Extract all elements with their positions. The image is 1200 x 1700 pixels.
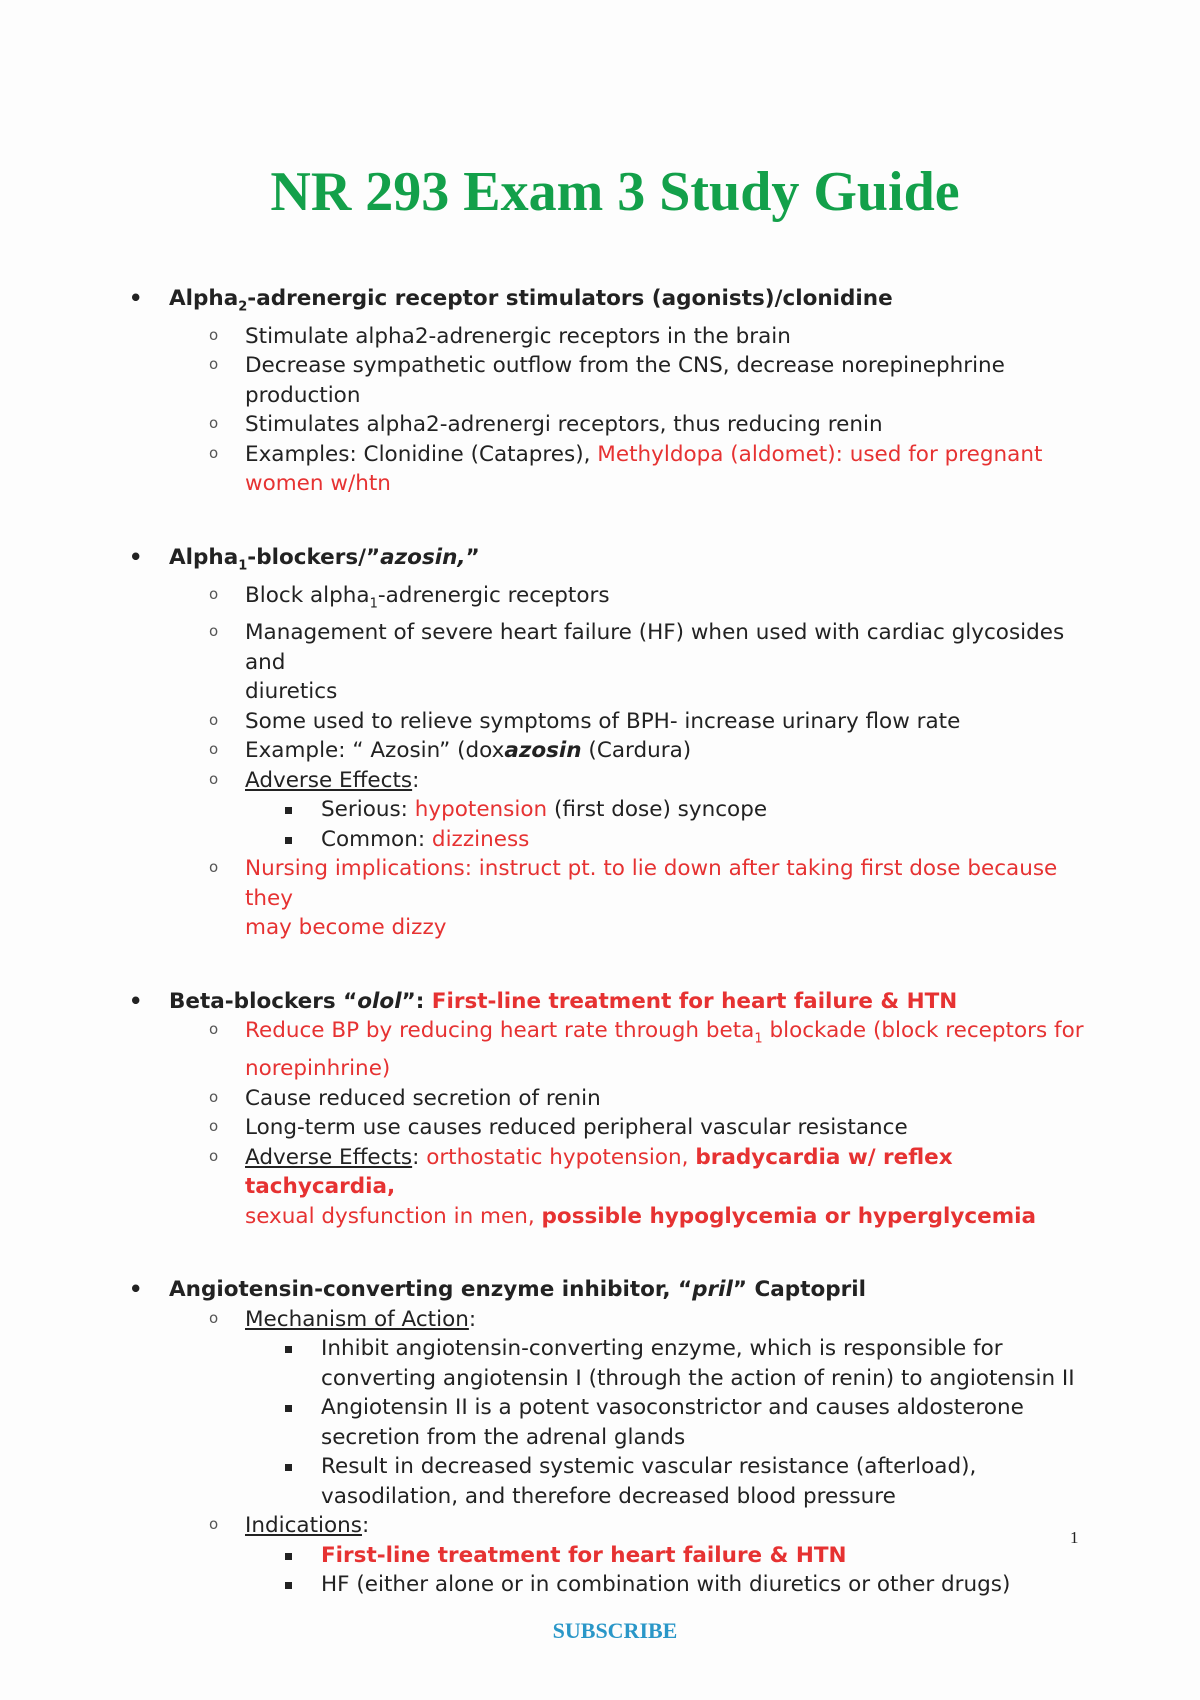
list-item-continuation: diuretics <box>245 679 338 705</box>
list-item-continuation: sexual dysfunction in men, possible hypoglycemia or hyperglycemia <box>245 1203 1036 1229</box>
mechanism-of-action-label: o Mechanism of Action: <box>125 1305 1085 1335</box>
list-item: o Long-term use causes reduced peripheral vascular resistance <box>125 1113 1085 1143</box>
section-heading-ace-inhibitors: • Angiotensin-converting enzyme inhibitor, “pril” Captopril <box>125 1275 1085 1305</box>
list-item: o Cause reduced secretion of renin <box>125 1084 1085 1114</box>
sub-list-item-continuation: converting angiotensin I (through the action of renin) to angiotensin II <box>321 1365 1075 1391</box>
list-item: o Stimulates alpha2-adrenergi receptors, thus reducing renin <box>125 410 1085 440</box>
sub-list-item-common: Common: dizziness <box>125 825 1085 855</box>
sub-list-item: HF (either alone or in combination with diuretics or other drugs) <box>125 1570 1085 1600</box>
adverse-effects-label: o Adverse Effects: <box>125 766 1085 796</box>
section-heading-beta-blockers: • Beta-blockers “olol”: First-line treatment for heart failure & HTN <box>125 987 1085 1017</box>
sub-list-item-continuation: secretion from the adrenal glands <box>321 1424 686 1450</box>
sub-list-item-continuation: vasodilation, and therefore decreased blood pressure <box>321 1483 896 1509</box>
list-item: o Decrease sympathetic outflow from the CNS, decrease norepinephrine <box>125 351 1085 381</box>
sub-list-item-serious: Serious: hypotension (first dose) syncope <box>125 795 1085 825</box>
list-item-continuation: norepinhrine) <box>245 1056 391 1082</box>
sub-list-item: Inhibit angiotensin-converting enzyme, which is responsible for <box>125 1334 1085 1364</box>
list-item: o Block alpha$_1$-adrenergic receptors <box>125 581 1085 619</box>
section-heading-alpha2-agonists: • Alpha$_2$-adrenergic receptor stimulators (agonists)/clonidine <box>125 284 1085 322</box>
list-item: o Some used to relieve symptoms of BPH- increase urinary flow rate <box>125 707 1085 737</box>
sub-list-item: First-line treatment for heart failure & HTN <box>125 1541 1085 1571</box>
sub-list-item: Angiotensin II is a potent vasoconstrictor and causes aldosterone <box>125 1393 1085 1423</box>
section-heading-alpha1-blockers: • Alpha$_1$-blockers/”azosin,” <box>125 543 1085 581</box>
list-item-continuation: production <box>245 382 361 408</box>
list-item-adverse-effects: o Adverse Effects: orthostatic hypotension, bradycardia w/ reflex tachycardia, <box>125 1143 1085 1202</box>
page-number: 1 <box>1070 1528 1079 1547</box>
list-item-examples: o Examples: Clonidine (Catapres), Methyldopa (aldomet): used for pregnant <box>125 440 1085 470</box>
list-item-example: o Example: “ Azosin” (doxazosin (Cardura) <box>125 736 1085 766</box>
indications-label: o Indications: <box>125 1511 1085 1541</box>
list-item-continuation: may become dizzy <box>245 915 447 941</box>
page-title: NR 293 Exam 3 Study Guide <box>270 161 960 223</box>
list-item-continuation: women w/htn <box>245 471 391 497</box>
sub-list-item: Result in decreased systemic vascular resistance (afterload), <box>125 1452 1085 1482</box>
study-guide-content <box>125 284 1085 1600</box>
subscribe-link[interactable]: SUBSCRIBE <box>552 1618 678 1643</box>
list-item: o Stimulate alpha2-adrenergic receptors in the brain <box>125 322 1085 352</box>
list-item-nursing: o Nursing implications: instruct pt. to lie down after taking first dose because they <box>125 854 1085 913</box>
list-item: o Management of severe heart failure (HF) when used with cardiac glycosides and <box>125 618 1085 677</box>
list-item: o Reduce BP by reducing heart rate through beta$_1$ blockade (block receptors for <box>125 1016 1085 1054</box>
